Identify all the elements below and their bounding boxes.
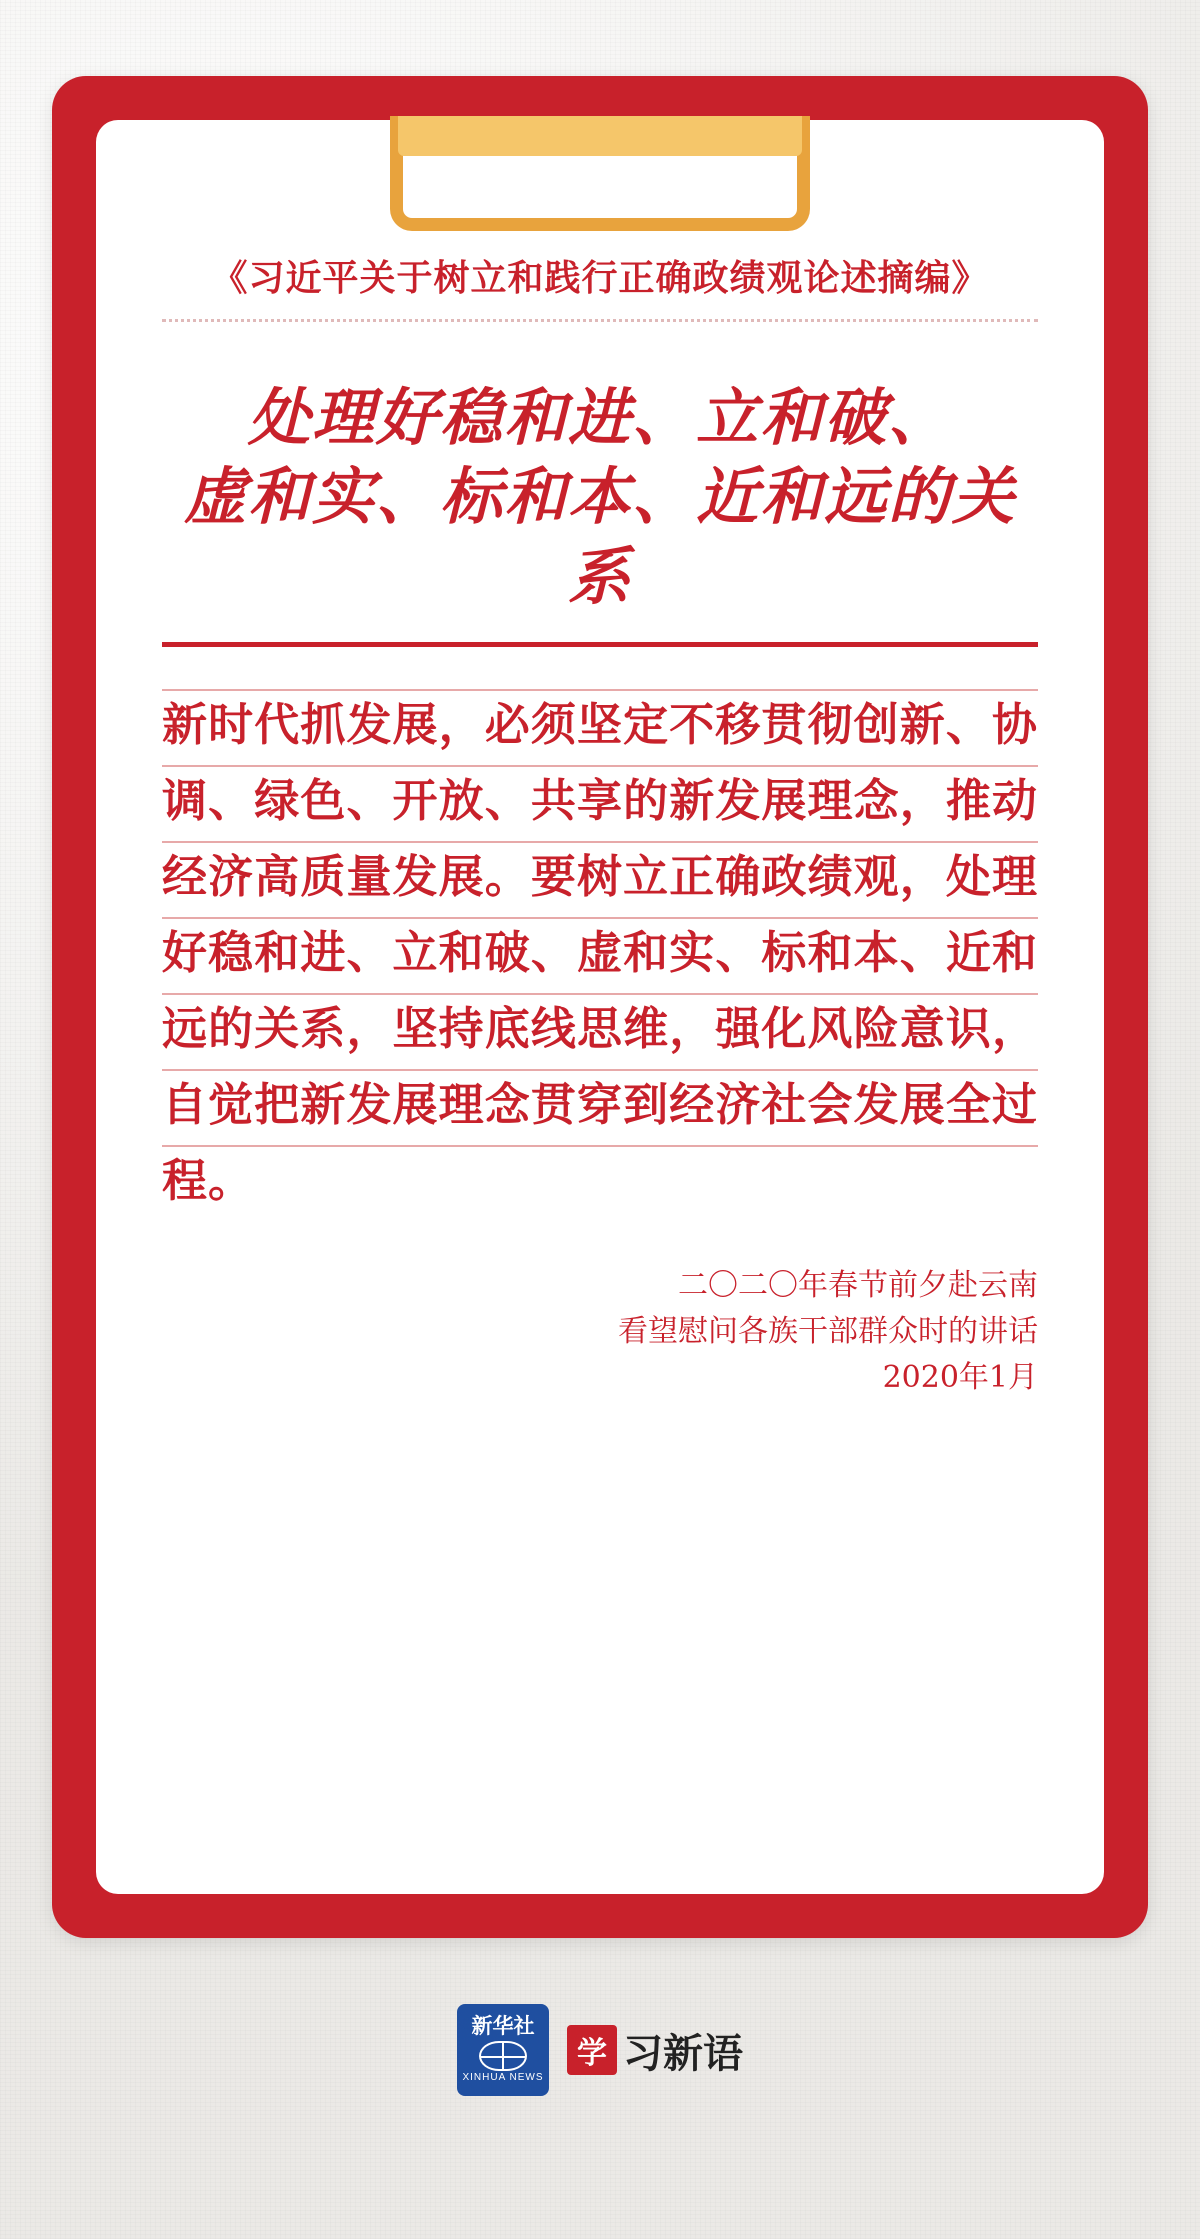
xinhua-logo-en: XINHUA NEWS [462,2072,544,2084]
footer-logos [0,1990,1200,2110]
poster-inner-card [96,120,1104,1894]
headline-divider [162,642,1038,647]
book-title: 《习近平关于树立和践行正确政绩观论述摘编》 [211,258,989,299]
xinhua-news-logo [457,2004,549,2096]
attribution-line-1: 二〇二〇年春节前夕赴云南 [678,1268,1038,1304]
poster-content [96,120,1104,1894]
poster-card [52,76,1148,1938]
xuexi-xinyu-logo [567,2004,743,2096]
xinhua-logo-cn: 新华社 [471,2015,535,2039]
dotted-divider [162,319,1038,322]
quote-body [162,687,1038,1219]
xuexi-logo-word: 习新语 [623,2029,743,2077]
quote-attribution [162,1263,1038,1401]
attribution-line-2: 看望慰问各族干部群众时的讲话 [618,1314,1038,1350]
globe-icon [479,2041,527,2071]
headline [162,378,1038,616]
headline-line-2: 虚和实、标和本、近和远的关系 [183,460,1016,613]
headline-line-1: 处理好稳和进、立和破、 [247,381,952,454]
clip-bar [398,116,802,156]
quote-paragraph: 新时代抓发展，必须坚定不移贯彻创新、协调、绿色、开放、共享的新发展理念，推动经济高质量发展。要树立正确政绩观，处理好稳和进、立和破、虚和实、标和本、近和远的关系，坚持底线思维，强化风险意识，自觉把新发展理念贯穿到经济社会发展全过程。 [162,698,1038,1208]
seal-icon: 学 [567,2025,617,2075]
attribution-date: 2020年1月 [882,1360,1038,1396]
clipboard-clip-icon [390,116,810,231]
